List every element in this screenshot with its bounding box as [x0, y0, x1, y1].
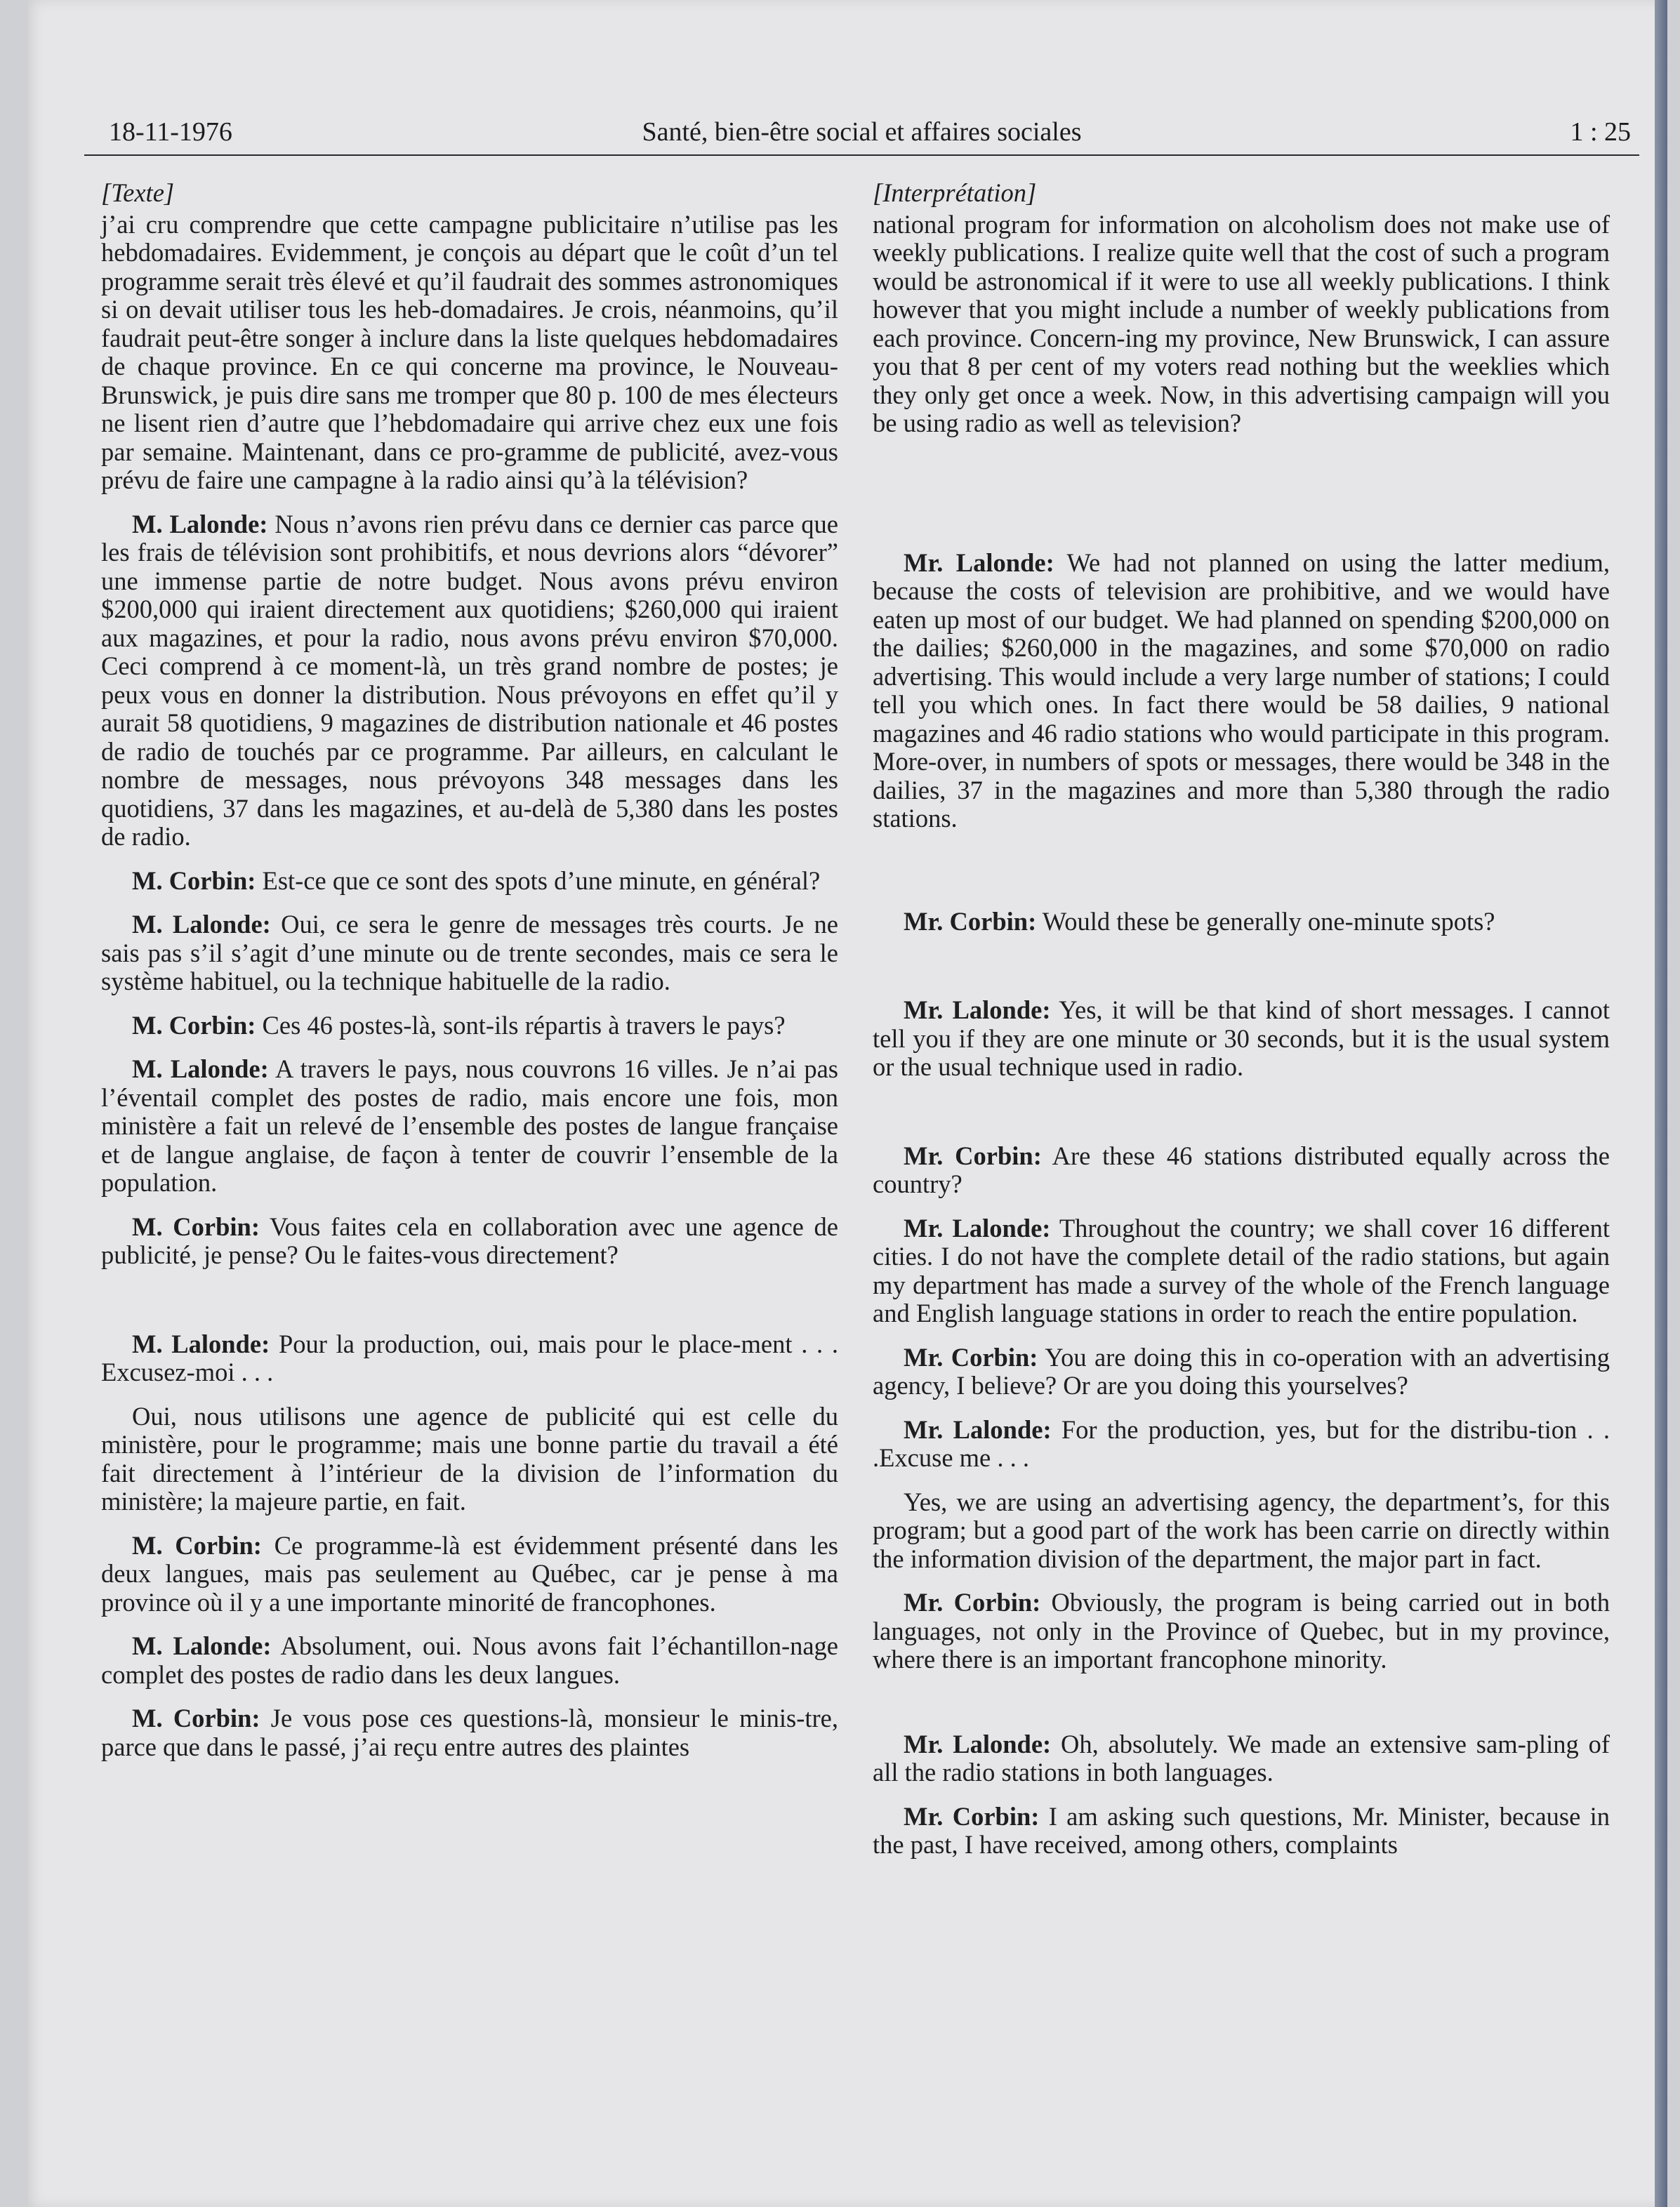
speaker: Mr. Corbin: — [904, 1141, 1042, 1170]
paragraph: M. Corbin: Je vous pose ces questions-là, monsieur le minis-tre, parce que dans le passé, j’ai reçu entre autres des plaintes — [101, 1704, 838, 1761]
paragraph: Yes, we are using an advertising agency, the department’s, for this program; but a good part of the work has been carrie on directly within the information division of the department, the major part in fact. — [873, 1487, 1610, 1573]
column-label: [Interprétation] — [873, 178, 1037, 207]
paragraph: M. Corbin: Est-ce que ce sont des spots d’une minute, en général? — [132, 866, 821, 895]
speaker: Mr. Lalonde: — [904, 995, 1051, 1024]
speaker: M. Lalonde: — [132, 910, 271, 939]
paragraph: Mr. Corbin: Obviously, the program is being carried out in both languages, not only in the Province of Quebec, but in my province, where there is an important francophone minority. — [873, 1588, 1610, 1674]
speaker: M. Lalonde: — [132, 509, 268, 538]
speaker: Mr. Corbin: — [904, 1342, 1038, 1372]
paragraph: M. Lalonde: Oui, ce sera le genre de messages très courts. Je ne sais pas s’il s’agit d’une minute ou de trente secondes, mais ce sera le système habituel, ou la technique habituelle de la radio. — [101, 910, 838, 995]
paragraph: M. Lalonde: Absolument, oui. Nous avons fait l’échantillon-nage complet des postes de radio dans les deux langues. — [101, 1631, 838, 1689]
paragraph: j’ai cru comprendre que cette campagne publicitaire n’utilise pas les hebdomadaires. Evidemment, je conçois au départ que le coût d’un tel programme serait très élevé et qu’il faudrait des sommes astronomiques si on devait utiliser tous les heb-domadaires. Je crois, néanmoins, qu’il faudrait peut-être songer à inclure dans la liste quelques hebdomadaires de chaque province. En ce qui concerne ma province, le Nouveau-Brunswick, je puis dire sans me tromper que 80 p. 100 de mes électeurs ne lisent rien d’autre que l’hebdomadaire qui arrive chez eux une fois par semaine. Maintenant, dans ce pro-gramme de publicité, avez-vous prévu de faire une campagne à la radio ainsi qu’à la télévision? — [101, 209, 838, 494]
speaker: Mr. Corbin: — [904, 1801, 1040, 1831]
column-label: [Texte] — [101, 178, 175, 207]
header-page-number: 1 : 25 — [1570, 117, 1631, 147]
paragraph: M. Corbin: Ces 46 postes-là, sont-ils répartis à travers le pays? — [132, 1010, 786, 1040]
paragraph: M. Lalonde: Nous n’avons rien prévu dans ce dernier cas parce que les frais de télévision sont prohibitifs, et nous devrions alors “dévorer” une immense partie de notre budget. Nous avons prévu environ $200,000 qui iraient directement aux quotidiens; $260,000 qui iraient aux magazines, et pour la radio, nous avons prévu environ $70,000. Ceci comprend à ce moment-là, un très grand nombre de postes; je peux vous en donner la distribution. Nous prévoyons en effet qu’il y aurait 58 quotidiens, 9 magazines de distribution nationale et 46 postes de radio de touchés par ce programme. Par ailleurs, en calculant le nombre de messages, nous prévoyons 348 messages dans les quotidiens, 37 dans les magazines, et au-delà de 5,380 dans les postes de radio. — [101, 509, 838, 851]
header-date: 18-11-1976 — [109, 117, 232, 147]
speaker: Mr. Lalonde: — [904, 1729, 1052, 1758]
paragraph: Mr. Lalonde: Yes, it will be that kind of short messages. I cannot tell you if they are one minute or 30 seconds, but it is the usual system or the usual technique used in radio. — [873, 995, 1610, 1081]
paragraph: Mr. Corbin: You are doing this in co-operation with an advertising agency, I believe? Or are you doing this yourselves? — [873, 1342, 1610, 1400]
speaker: M. Corbin: — [132, 1212, 260, 1241]
speaker: Mr. Lalonde: — [904, 1414, 1052, 1444]
paragraph: M. Corbin: Ce programme-là est évidemment présenté dans les deux langues, mais pas seulement au Québec, car je pense à ma province où il y a une importante minorité de francophones. — [101, 1530, 839, 1617]
paragraph: M. Lalonde: Pour la production, oui, mais pour le place-ment . . . Excusez-moi . . . — [101, 1329, 838, 1386]
document-page — [28, 0, 1667, 2207]
speaker: Mr. Lalonde: — [904, 1213, 1051, 1242]
speaker: M. Corbin: — [132, 1530, 262, 1560]
speaker: M. Lalonde: — [132, 1329, 270, 1358]
speaker: M. Corbin: — [132, 1704, 260, 1732]
binding-edge — [1655, 0, 1667, 2207]
paragraph: Mr. Corbin: I am asking such questions, Mr. Minister, because in the past, I have received, among others, complaints — [873, 1801, 1610, 1859]
speaker: Mr. Corbin: — [904, 906, 1037, 936]
paragraph: Oui, nous utilisons une agence de publicité qui est celle du ministère, pour le programme; mais une bonne partie du travail a été fait directement à l’intérieur de la division de l’information du ministère; la majeure partie, en fait. — [101, 1401, 838, 1516]
speaker: M. Corbin: — [132, 866, 256, 895]
paragraph: Mr. Corbin: Are these 46 stations distributed equally across the country? — [873, 1141, 1610, 1198]
header-title: Santé, bien-être social et affaires sociales — [642, 117, 1082, 147]
paragraph: Mr. Lalonde: Throughout the country; we shall cover 16 different cities. I do not have the complete detail of the radio stations, but again my department has made a survey of the whole of the French language and English language stations in order to reach the entire population. — [873, 1213, 1610, 1327]
paragraph: M. Corbin: Vous faites cela en collaboration avec une agence de publicité, je pense? Ou le faites-vous directement? — [101, 1212, 839, 1269]
speaker: Mr. Corbin: — [904, 1588, 1041, 1617]
paragraph: M. Lalonde: A travers le pays, nous couvrons 16 villes. Je n’ai pas l’éventail complet des postes de radio, mais encore une fois, mon ministère a fait un relevé de l’ensemble des postes de langue française et de langue anglaise, de façon à tenter de couvrir l’ensemble de la population. — [101, 1054, 838, 1197]
speaker: M. Corbin: — [132, 1010, 256, 1040]
paragraph: Mr. Lalonde: For the production, yes, but for the distribu-tion . . .Excuse me . . . — [873, 1414, 1610, 1472]
paragraph: Mr. Corbin: Would these be generally one-minute spots? — [904, 906, 1495, 936]
paragraph: Mr. Lalonde: Oh, absolutely. We made an extensive sam-pling of all the radio stations in both languages. — [873, 1729, 1610, 1787]
paragraph: Mr. Lalonde: We had not planned on using the latter medium, because the costs of television are prohibitive, and we would have eaten up most of our budget. We had planned on spending $200,000 on the dailies; $260,000 in the magazines, and some $70,000 on radio advertising. This would include a very large number of stations; I could tell you which ones. In fact there would be 58 dailies, 9 national magazines and 46 radio stations who would participate in this program. More-over, in numbers of spots or messages, there would be 348 in the dailies, 37 in the magazines and more than 5,380 through the radio stations. — [873, 548, 1610, 833]
speaker: M. Lalonde: — [132, 1054, 269, 1083]
english-column — [873, 179, 1610, 1860]
paragraph: national program for information on alcoholism does not make use of weekly publications. I realize quite well that the cost of such a program would be astronomical if it were to use all weekly publications. I think however that you might include a number of weekly publications from each province. Concern-ing my province, New Brunswick, I can assure you that 8 per cent of my voters read nothing but the weeklies which they only get once a week. Now, in this advertising campaign will you be using radio as well as television? — [873, 209, 1610, 437]
speaker: Mr. Lalonde: — [904, 548, 1054, 577]
speaker: M. Lalonde: — [132, 1631, 272, 1660]
page-header — [84, 112, 1639, 156]
french-column — [101, 179, 838, 1761]
